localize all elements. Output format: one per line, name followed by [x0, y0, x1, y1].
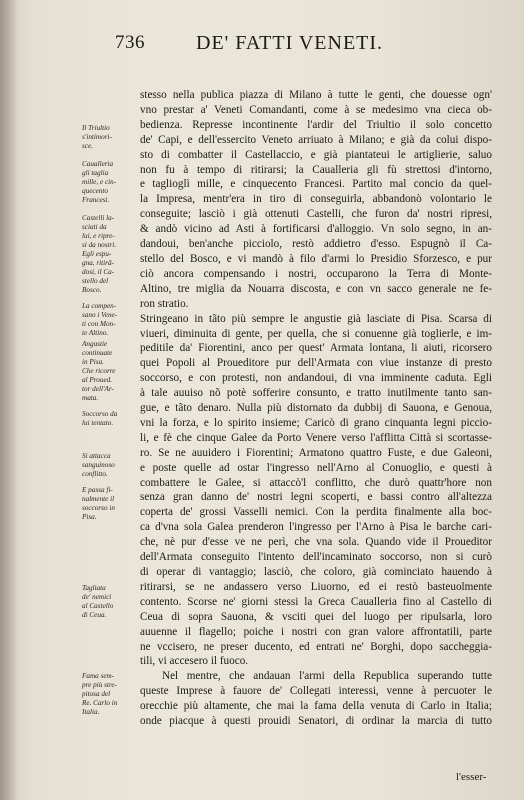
text-line: e taglioglì mille, e cinquecento Francesi. Partito mal concio da quel- [140, 178, 492, 191]
text-line: stello del Bosco, e vi mandò à filo d'armi lo Presidio Sforzesco, e pur [140, 252, 492, 265]
margin-note-line: Bosco. [82, 286, 102, 294]
margin-note-line: lui, e ripre- [82, 232, 115, 240]
text-line: soccorso, e con protesti, non andandoui, di vna imminente caduta. Egli [140, 372, 492, 385]
text-line: quei Popoli al Proueditore pur dell'Armata con viue instanze di presto [140, 357, 492, 370]
text-line: senza gran danno de' nostri legni scoperti, e bassi contro all'altezza [140, 491, 492, 504]
margin-note-line: Che ricorre [82, 367, 116, 375]
text-line: peditile da' Fiorentini, anco per quest' Armata lontana, li aiuti, ricorsero [140, 342, 492, 355]
margin-note-line: Caualleria [82, 160, 114, 168]
margin-note-line: de' nemici [82, 593, 112, 601]
text-line: di operar di vantaggio; lasciò, che coloro, già cominciato hauendo à [140, 566, 492, 578]
margin-note-line: La compen- [82, 302, 117, 310]
margin-note-line: te Altino. [82, 329, 109, 337]
text-line: ron stratio. [140, 297, 189, 310]
margin-note-line: soccorso in [82, 504, 115, 512]
running-head: DE' FATTI VENETI. [196, 32, 384, 54]
text-line: Stringeano in tãto più sempre le angustie già lasciate di Pisa. Scarsa di [140, 312, 492, 325]
margin-note [82, 214, 138, 295]
text-line: ro. Se ne auuidero i Fiorentini; Armatono quattro Fuste, e due Galeoni, [140, 446, 492, 459]
margin-note-line: Francesi. [82, 196, 110, 204]
margin-note-line: s'intimori- [82, 133, 112, 141]
text-line: Nel mentre, che andauan l'armi della Republica superando tutte [162, 670, 492, 683]
margin-note-line: sano i Vene- [82, 311, 118, 319]
margin-note-line: nalmente il [82, 495, 115, 503]
text-line: queste Imprese à fauore de' Collegati interessi, venne à percuoter le [140, 685, 492, 698]
margin-note-line: sce. [82, 142, 93, 150]
text-line: vni la forza, e lo spirito insieme; Caricò di grano cinquanta legni piccio- [140, 416, 492, 429]
text-line: gue, e tãto denaro. Nulla più distornato da dubbij di Sauona, e Genoua, [140, 402, 492, 415]
text-line: coperta de' grossi Vasselli nemici. Con la perdita finalmente alla boc- [140, 506, 492, 519]
text-line: à tale auuiso nõ potè sofferire consunto, e tratto inutilmente tanto san- [140, 387, 492, 400]
page-number: 736 [115, 32, 145, 53]
margin-note [82, 584, 138, 620]
text-line: ca d'vna sola Galea prenderon l'ingresso per l'Arno à Pisa le barche cari- [140, 521, 492, 534]
margin-note-line: al Proued. [82, 376, 113, 384]
margin-note-line: Soccorso da [82, 410, 118, 418]
margin-note-line: pitosa del [82, 690, 111, 698]
margin-note [82, 486, 138, 522]
text-line: dandoui, ben'anche picciolo, restò addietro d'esso. Espugnò il Ca- [140, 238, 492, 251]
text-line: bedienza. Represse incontinente l'ardir del Triultio il solo concetto [140, 118, 492, 131]
text-line: dell'Armata conseguito l'intento dell'incaminato soccorso, non si curò [140, 551, 492, 564]
text-line: non fu à tempo di ritirarsi; la Caualleria gli fù strettosi d'intorno, [140, 163, 492, 176]
margin-note-line: gli taglia [82, 169, 109, 177]
margin-note-line: ti con Mon- [82, 320, 116, 328]
text-line: de' Capi, e dell'essercito Veneto arriuato à Milano; e già da colui dispo- [140, 133, 492, 146]
text-line: Altino, tre miglia da Nouarra discosta, e con vn sacco generale ne fe- [140, 282, 492, 295]
text-line: contento. Scorse ne' giorni stessi la Greca Caualleria fino al Castello di [140, 595, 492, 608]
margin-note-line: E passa fi- [82, 486, 113, 494]
margin-note-line: al Castello [82, 602, 114, 610]
text-line: che, nè pur d'esse ve ne perì, che vna sola. Quando vide il Proueditor [140, 536, 492, 549]
catchword: l'esser- [456, 771, 487, 783]
text-line: Ceua di sopra Sauona, & vsciti quei del luogo per ripulsarla, loro [140, 610, 492, 623]
margin-note-line: Pisa. [82, 513, 97, 521]
margin-note-line: Egli espu- [82, 250, 112, 258]
margin-note-line: di Ceua. [82, 611, 107, 619]
text-line: sto di combatter il Castellaccio, e già piantateui le artiglierie, saluo [140, 148, 492, 161]
text-line: auuenne il flagello; poiche i nostri con gran valore affrontatili, parte [140, 625, 492, 638]
text-line: conseguite; lasciò i già ottenuti Castelli, che furon da' nostri ripresi, [140, 208, 492, 221]
margin-note [82, 410, 138, 428]
margin-note-line: tor dell'Ar- [82, 385, 114, 393]
margin-note-line: Italia. [82, 708, 100, 716]
text-line: ritirarsi, se ne andassero verso Liuorno, ed ei restò basteuolmente [140, 580, 492, 593]
margin-note [82, 160, 138, 205]
margin-note-line: continuate [82, 349, 113, 357]
text-line: stesso nella publica piazza di Milano à tutte le genti, che douesse ogn' [140, 89, 492, 101]
text-line: orecchie più altamente, che mai la fama della venuta di Carlo in Italia; [140, 700, 492, 713]
text-line: & andò vicino ad Asti à fortificarsi d'alloggio. Vn solo segno, in an- [140, 223, 492, 236]
margin-note-line: Fama sem- [82, 672, 115, 680]
margin-note-line: dosi, il Ca- [82, 268, 115, 276]
margin-note-line: gna, ritirā- [82, 259, 114, 267]
text-line: onde piacque à questi prouidi Senatori, di ordinar la marcia di tutto [140, 715, 492, 728]
margin-note [82, 672, 138, 717]
margin-note [82, 124, 138, 151]
text-line: ciò ancora compensando i nostri, occuparono la Terra di Monte- [140, 267, 492, 280]
margin-note-line: sciati da [82, 223, 107, 231]
margin-note-line: conflitto. [82, 470, 108, 478]
margin-note [82, 452, 138, 479]
text-line: la Impresa, mentr'era in tiro di conseguirla, abbandonò volontario le [140, 193, 492, 206]
margin-note-line: Il Triultio [82, 124, 110, 132]
text-line: vno prestar a' Veneti Comandanti, come à se medesimo vna cieca ob- [140, 103, 492, 116]
gutter-shadow [0, 0, 18, 800]
text-line: ne vccisero, ne preser ducento, ed entrati ne' Borghi, dopo saccheggia- [140, 640, 492, 653]
margin-note-line: quecento [82, 187, 108, 195]
margin-note-line: lui tentato. [82, 419, 114, 427]
margin-note-line: si da nostri. [82, 241, 117, 249]
margin-note-line: in Pisa. [82, 358, 104, 366]
margin-note-line: sanguinoso [82, 461, 115, 469]
text-line: tili, vi accesero il fuoco. [140, 655, 249, 668]
margin-note [82, 302, 138, 338]
margin-note-line: Castelli la- [82, 214, 115, 222]
text-line: e poste quelle ad ostar l'ingresso nell'Arno al Conuoglio, e questi à [140, 461, 492, 474]
margin-note-line: stello del [82, 277, 109, 285]
body-text [140, 88, 492, 729]
margin-note-line: Re. Carlo in [82, 699, 118, 707]
margin-note-line: Si attacca [82, 452, 111, 460]
margin-note-line: pre più stre- [82, 681, 117, 689]
margin-note-line: Tagliata [82, 584, 106, 592]
margin-note [82, 340, 138, 403]
margin-note-line: Angustie [82, 340, 108, 348]
text-line: li, e fè che cinque Galee da Porto Venere verso l'afflitta Città si scortasse- [140, 431, 492, 444]
margin-note-line: mata. [82, 394, 99, 402]
text-line: viueri, diminuita di gente, per quella, che si conuenne già toglierle, e im- [140, 327, 492, 340]
margin-note-line: mille, e cin- [82, 178, 117, 186]
text-line: combattere le Galee, si attaccò'l conflitto, che durò quattr'hore non [140, 476, 492, 489]
